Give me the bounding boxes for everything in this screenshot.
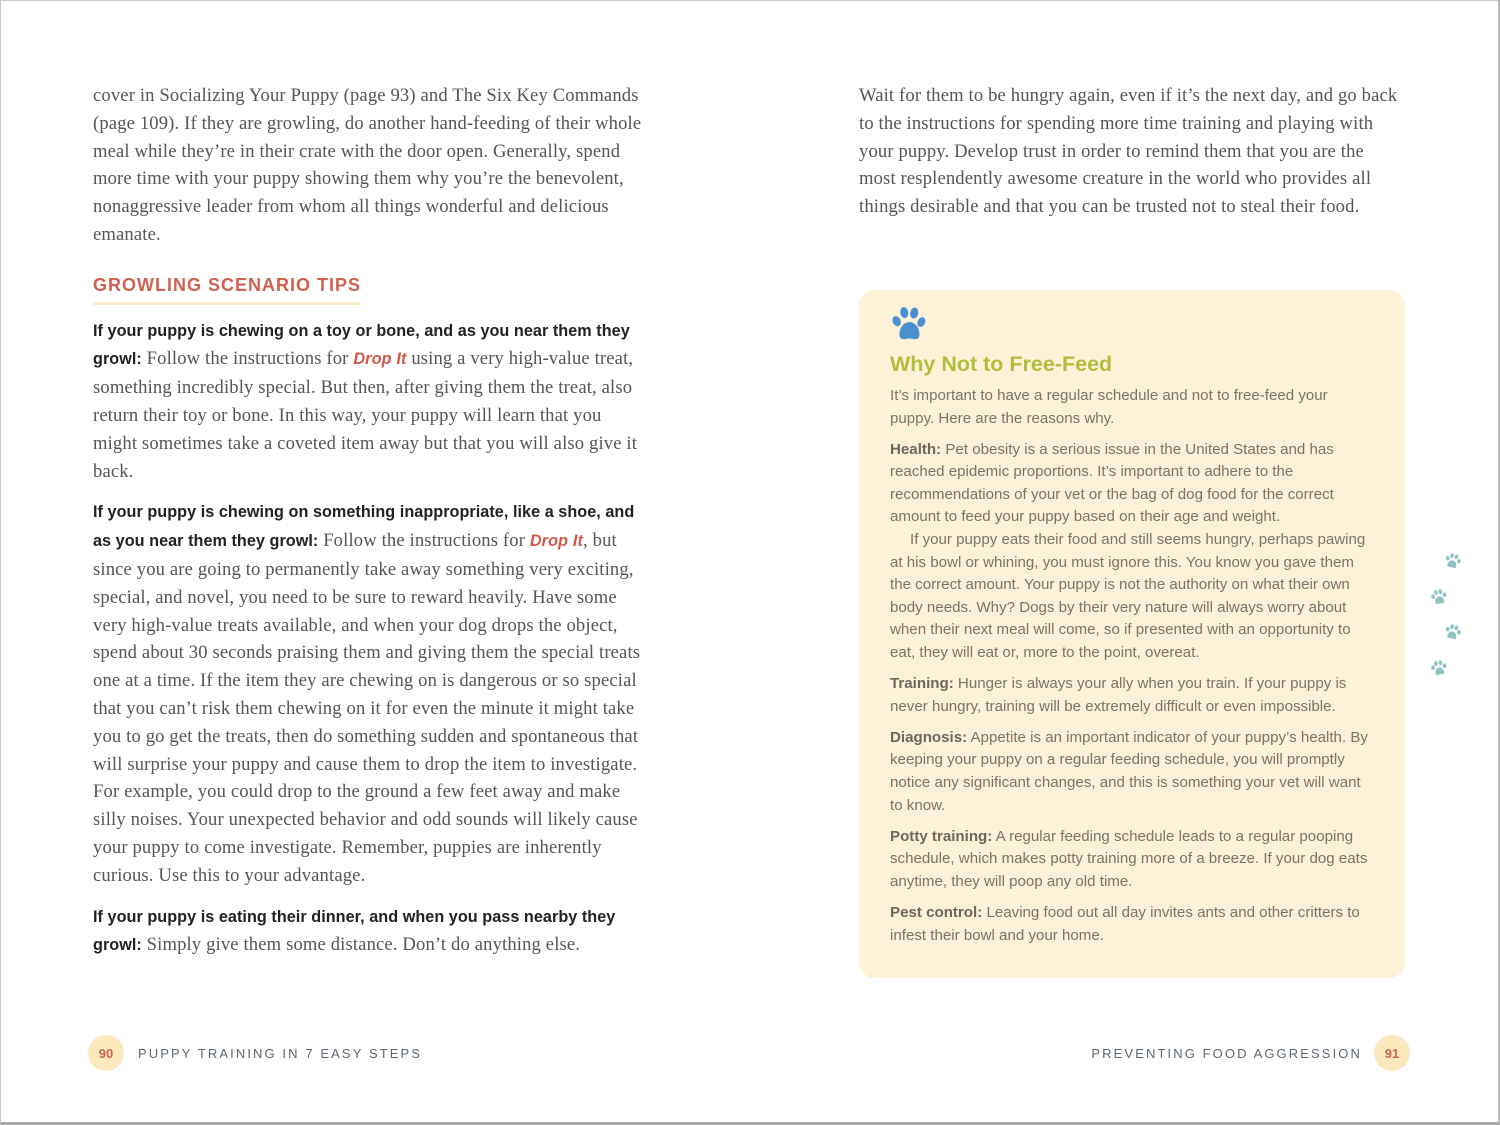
term-label: Training: <box>890 675 954 693</box>
why-not-free-feed-sidebar <box>859 290 1405 978</box>
running-head-book-title: PUPPY TRAINING IN 7 EASY STEPS <box>138 1045 423 1061</box>
tip-body: using a very high-value treat, something incredibly special. But then, after giving them the treat, also return their toy or bone. In this way, your puppy will learn that you might sometimes take a coveted item away but that you will also give it back. <box>93 348 638 482</box>
sidebar-item-potty-training <box>890 826 1373 894</box>
right-page-column <box>859 82 1399 221</box>
term-text: Appetite is an important indicator of your puppy’s health. By keeping your puppy on a regular feeding schedule, you will promptly notice any significant changes, and this is something your vet will want to know. <box>890 728 1368 814</box>
running-head-chapter-title: PREVENTING FOOD AGGRESSION <box>1091 1045 1362 1061</box>
sidebar-item-health <box>890 439 1373 529</box>
tip-lead: If your puppy is chewing on a toy or bone, and as you near them they growl: <box>93 321 630 369</box>
tip-paragraph <box>93 903 645 961</box>
left-page-column <box>93 82 645 960</box>
right-intro-paragraph: Wait for them to be hungry again, even if it’s the next day, and go back to the instructions for spending more time training and playing with your puppy. Develop trust in order to remind them that you are the most resplendently awesome creature in the world who provides all things desirable and that you can be trusted not to steal their food. <box>859 85 1398 218</box>
paw-print-icon <box>1429 587 1450 608</box>
sidebar-item-health-continued: If your puppy eats their food and still seems hungry, perhaps pawing at his bowl or whining, you must ignore this. You know you gave them the correct amount. Your puppy is not the authority on what their own body needs. Why? Dogs by their very nature will always worry about when their next meal will come, so if presented with an opportunity to eat, they will eat or, more to the point, overeat. <box>890 531 1366 662</box>
page-number-badge: 90 <box>88 1035 124 1071</box>
tip-pre-link: Follow the instructions for <box>318 530 530 552</box>
drop-it-link[interactable]: Drop It <box>353 350 407 369</box>
term-label: Pest control: <box>890 903 983 921</box>
paw-print-icon <box>890 304 928 344</box>
tip-paragraph <box>93 498 645 889</box>
sidebar-item-training <box>890 673 1373 718</box>
tip-paragraph <box>93 317 645 486</box>
term-text: Leaving food out all day invites ants and other critters to infest their bowl and your home. <box>890 903 1360 944</box>
tip-body: , but since you are going to permanently take away something very exciting, special, and novel, you need to be sure to reward heavily. Have some very high-value treats available, and when your dog drops the object, spend about 30 seconds praising them and giving them the special treats one at a time. If the item they are chewing on is dangerous or so special that you can’t risk them chewing on it for even the minute it might take you to go get the treats, then do something sudden and spontaneous that will surprise your puppy and cause them to drop the item to investigate. For example, you could drop to the ground a few feet away and make silly noises. Your unexpected behavior and odd sounds will likely cause your puppy to come investigate. Remember, puppies are inherently curious. Use this to your advantage. <box>93 530 641 886</box>
growling-tips-list <box>93 317 645 961</box>
sidebar-item-diagnosis <box>890 727 1373 817</box>
sidebar-item-pest-control <box>890 902 1373 947</box>
term-label: Health: <box>890 440 942 458</box>
term-label: Diagnosis: <box>890 728 968 746</box>
right-page-footer <box>1091 1035 1410 1071</box>
drop-it-link[interactable]: Drop It <box>529 532 584 551</box>
tip-pre-link: Follow the instructions for <box>141 348 354 370</box>
term-label: Potty training: <box>890 827 993 845</box>
tip-lead: If your puppy is chewing on something inappropriate, like a shoe, and as you near them they growl: <box>93 503 635 551</box>
left-page-footer <box>88 1035 422 1071</box>
page-number-badge: 91 <box>1374 1035 1410 1071</box>
term-text: Hunger is always your ally when you train. If your puppy is never hungry, training will be extremely difficult or even impossible. <box>890 675 1347 715</box>
tip-body: Simply give them some distance. Don’t do anything else. <box>141 934 581 956</box>
section-heading-growling-tips: GROWLING SCENARIO TIPS <box>93 272 361 305</box>
sidebar-title: Why Not to Free-Feed <box>890 352 1113 376</box>
sidebar-body <box>890 385 1373 947</box>
sidebar-intro: It’s important to have a regular schedule and not to free-feed your puppy. Here are the reasons why. <box>890 387 1328 427</box>
tip-lead: If your puppy is eating their dinner, and when you pass nearby they growl: <box>93 907 616 955</box>
paw-print-icon <box>1429 658 1450 679</box>
term-text: Pet obesity is a serious issue in the United States and has reached epidemic proportions. It’s important to adhere to the recommendations of your vet or the bag of dog food for the correct amount to feed your puppy based on their age and weight. <box>890 440 1334 526</box>
term-text: A regular feeding schedule leads to a regular pooping schedule, which makes potty training more of a breeze. If your dog eats anytime, they will poop any old time. <box>890 827 1368 890</box>
left-intro-paragraph: cover in Socializing Your Puppy (page 93) and The Six Key Commands (page 109). If they are growling, do another hand-feeding of their whole meal while they’re in their crate with the door open. Generally, spend more time with your puppy showing them why you’re the benevolent, nonaggressive leader from whom all things wonderful and delicious emanate. <box>93 85 642 245</box>
